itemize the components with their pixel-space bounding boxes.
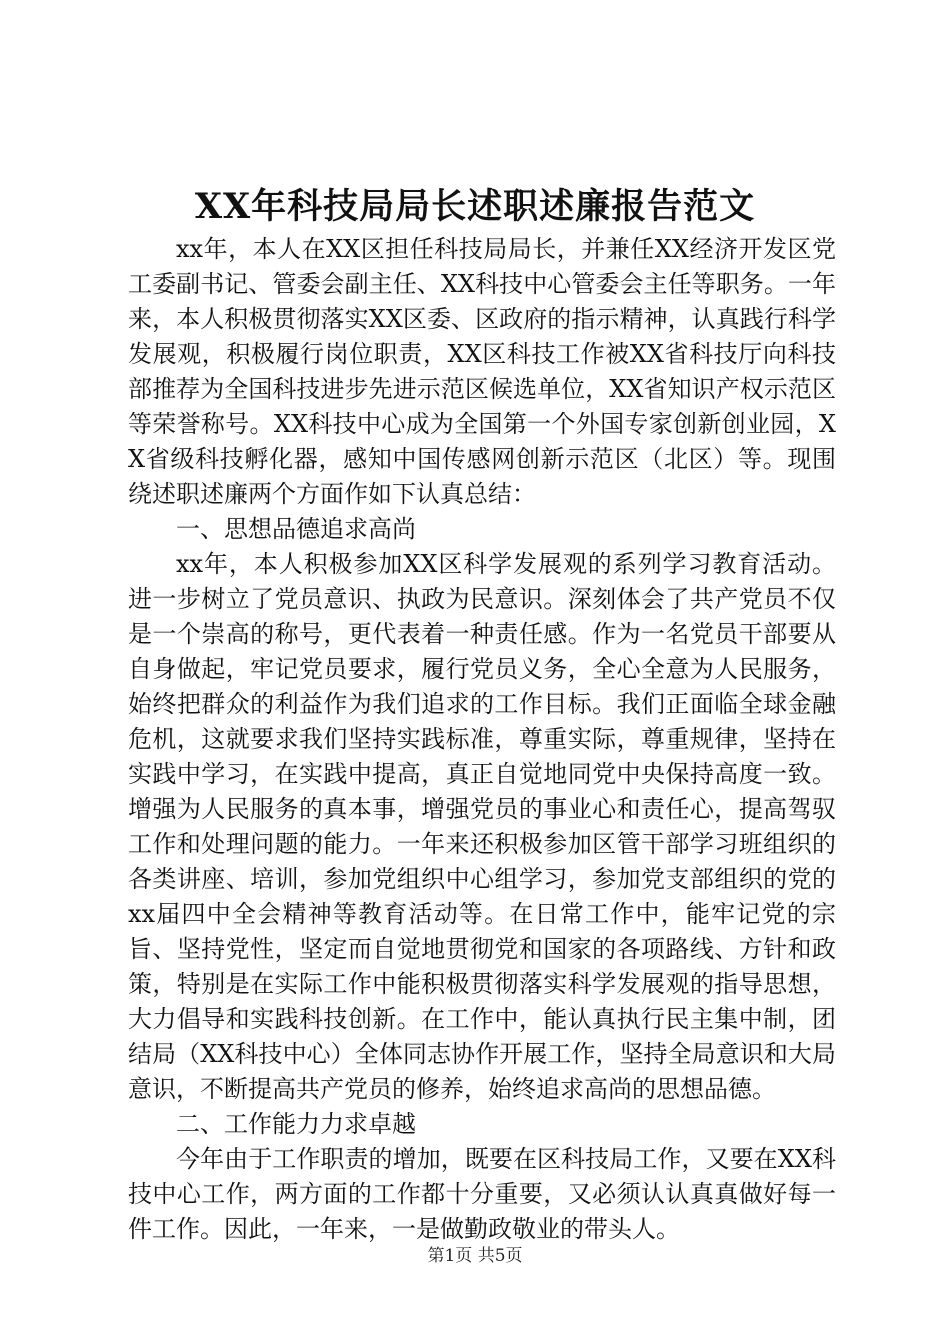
section-heading-1: 一、思想品德追求高尚 [176, 515, 416, 543]
document-body [128, 232, 836, 1247]
section-2-paragraph: 今年由于工作职责的增加，既要在区科技局工作，又要在XX科技中心工作，两方面的工作都十分重要，又必须认认真真做好每一件工作。因此，一年来，一是做勤政敬业的带头人。 [128, 1145, 836, 1243]
section-heading-2: 二、工作能力力求卓越 [176, 1110, 416, 1138]
section-1-paragraph: xx年，本人积极参加XX区科学发展观的系列学习教育活动。进一步树立了党员意识、执政为民意识。深刻体会了共产党员不仅是一个崇高的称号，更代表着一种责任感。作为一名党员干部要从自身做起，牢记党员要求，履行党员义务，全心全意为人民服务，始终把群众的利益作为我们追求的工作目标。我们正面临全球金融危机，这就要求我们坚持实践标准，尊重实际，尊重规律，坚持在实践中学习，在实践中提高，真正自觉地同党中央保持高度一致。增强为人民服务的真本事，增强党员的事业心和责任心，提高驾驭工作和处理问题的能力。一年来还积极参加区管干部学习班组织的各类讲座、培训，参加党组织中心组学习，参加党支部组织的党的xx届四中全会精神等教育活动等。在日常工作中，能牢记党的宗旨、坚持党性，坚定而自觉地贯彻党和国家的各项路线、方针和政策，特别是在实际工作中能积极贯彻落实科学发展观的指导思想，大力倡导和实践科技创新。在工作中，能认真执行民主集中制，团结局（XX科技中心）全体同志协作开展工作，坚持全局意识和大局意识，不断提高共产党员的修养，始终追求高尚的思想品德。 [128, 550, 836, 1103]
document-title: XX年科技局局长述职述廉报告范文 [194, 186, 756, 227]
page-footer: 第1页 共5页 [427, 1246, 523, 1266]
intro-paragraph: xx年，本人在XX区担任科技局局长，并兼任XX经济开发区党工委副书记、管委会副主任、XX科技中心管委会主任等职务。一年来，本人积极贯彻落实XX区委、区政府的指示精神，认真践行科学发展观，积极履行岗位职责，XX区科技工作被XX省科技厅向科技部推荐为全国科技进步先进示范区候选单位，XX省知识产权示范区等荣誉称号。XX科技中心成为全国第一个外国专家创新创业园，XX省级科技孵化器，感知中国传感网创新示范区（北区）等。现围绕述职述廉两个方面作如下认真总结： [128, 235, 836, 508]
